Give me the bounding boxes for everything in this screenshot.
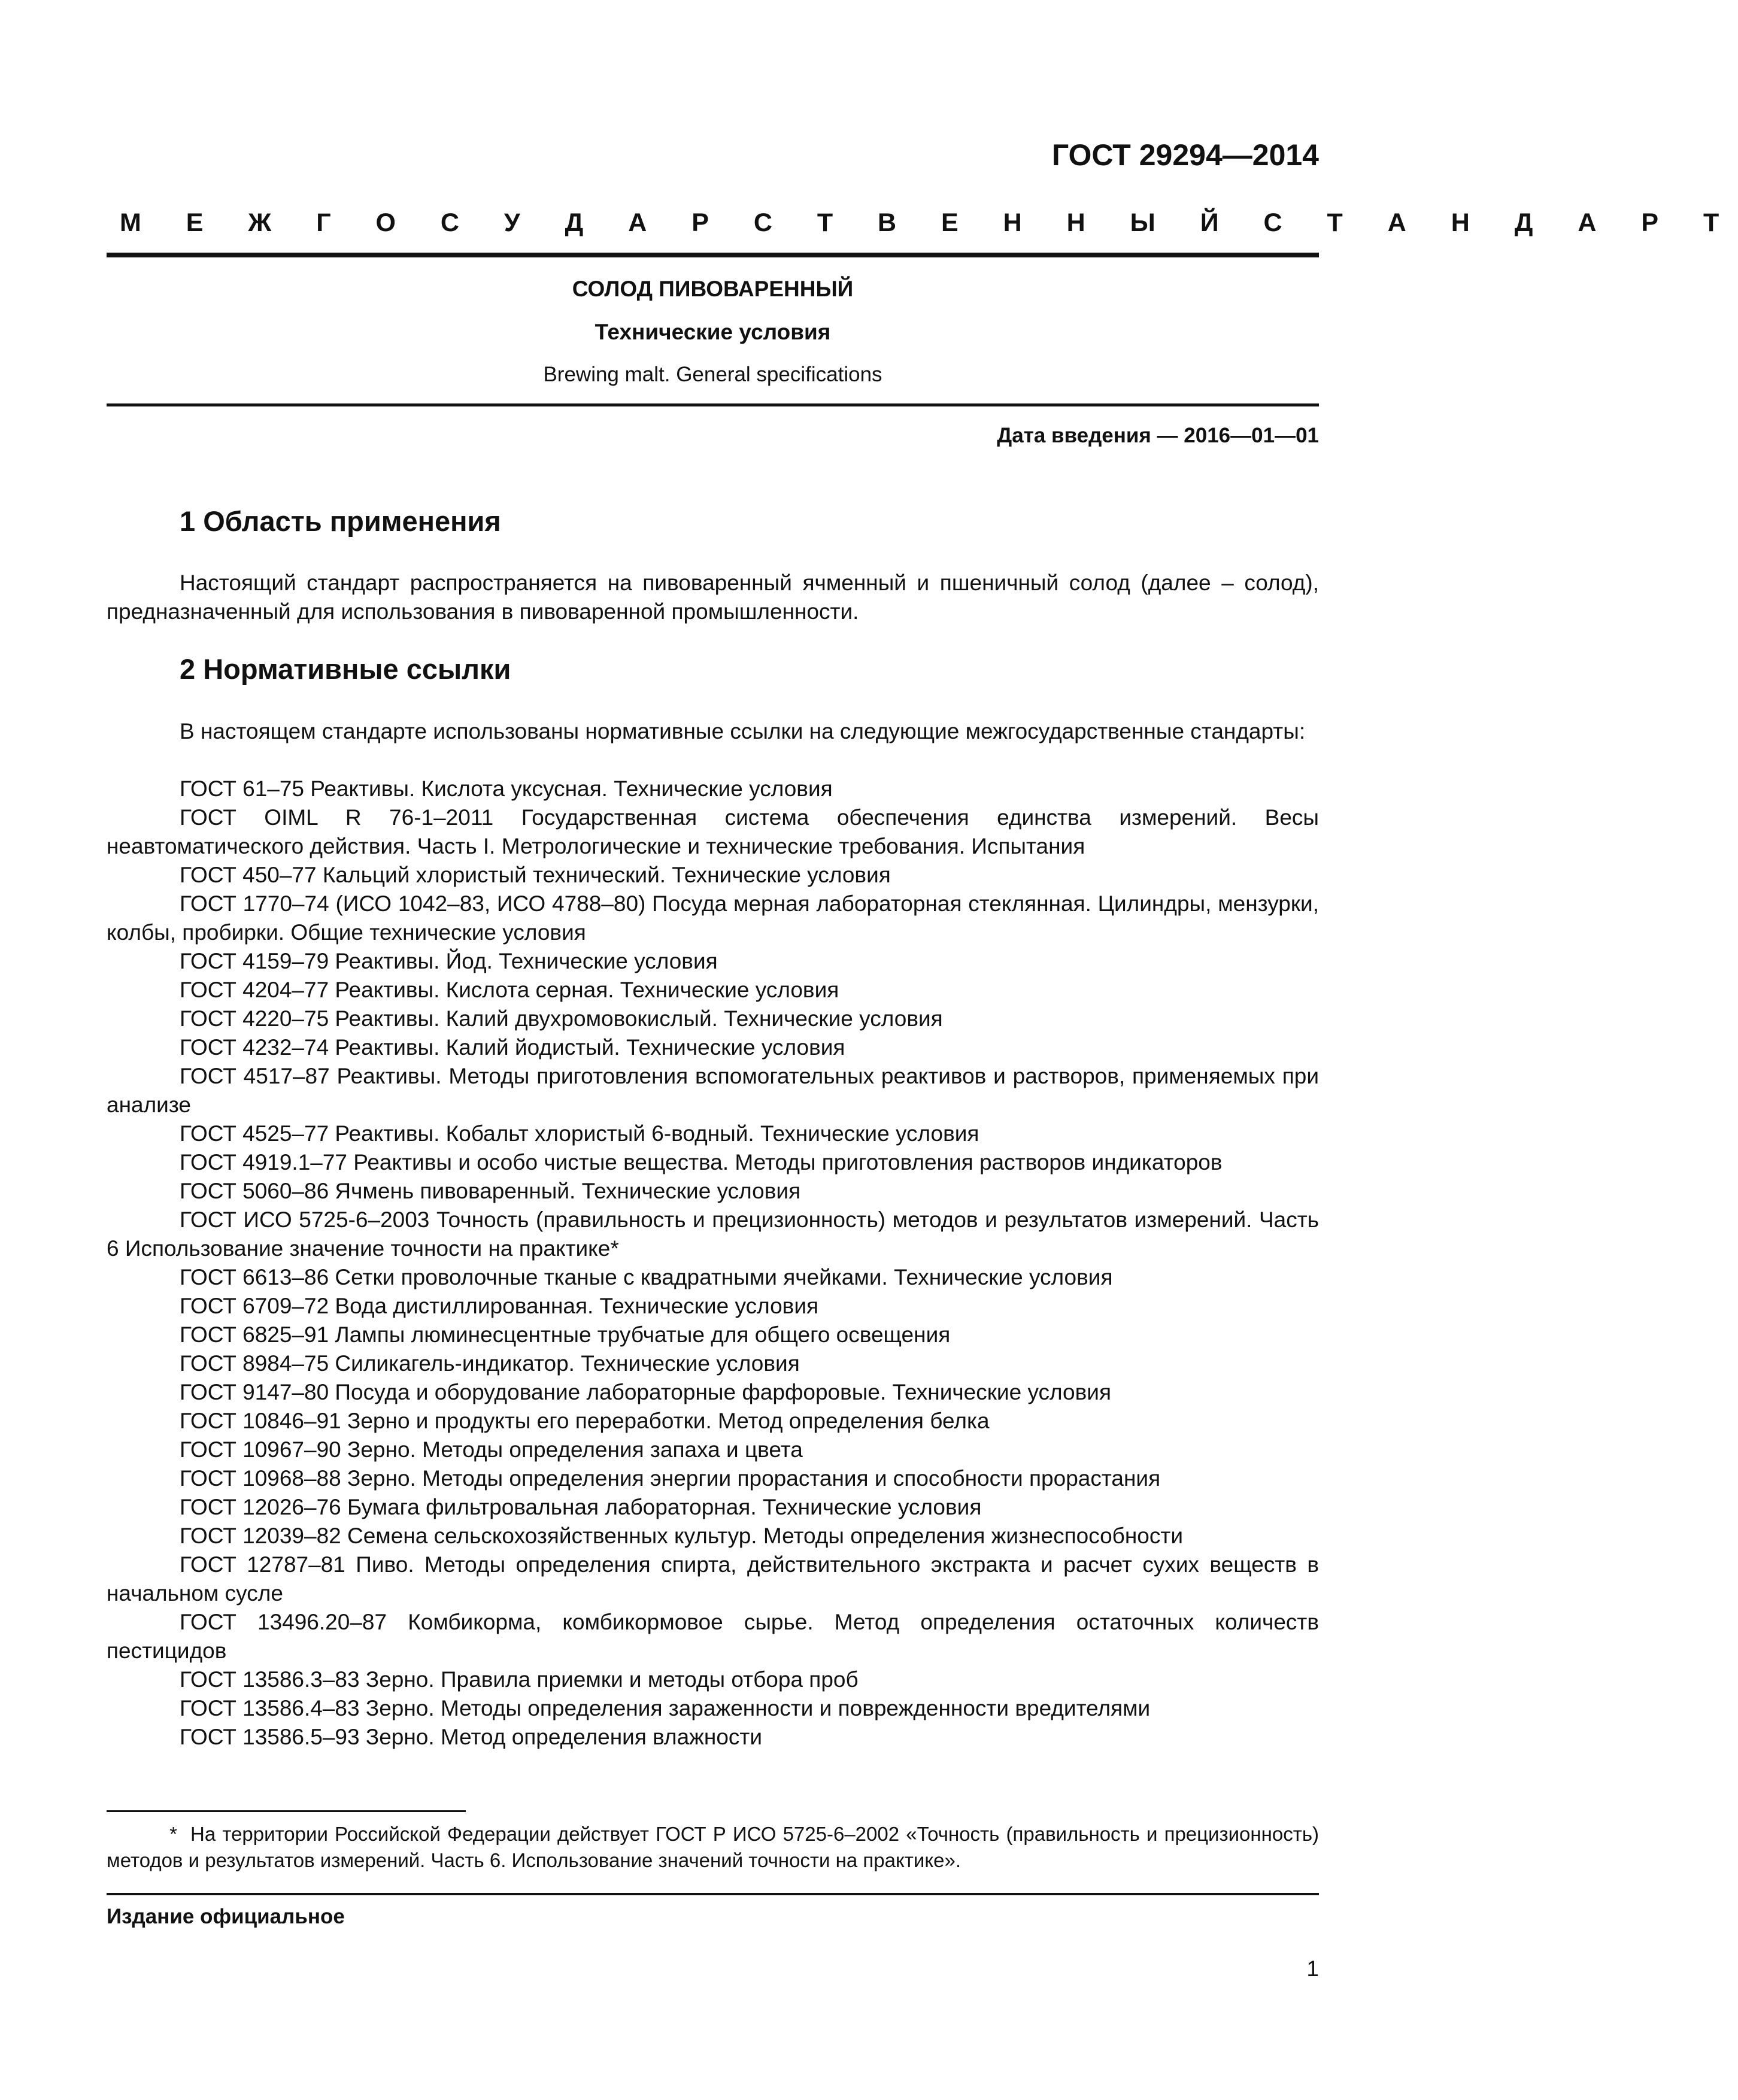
reference-item: ГОСТ ИСО 5725-6–2003 Точность (правильность и прецизионность) методов и результатов измерений. Часть 6 Использование значение точности на практике* [107,1207,1319,1261]
reference-item: ГОСТ 13496.20–87 Комбикорма, комбикормовое сырье. Метод определения остаточных количеств пестицидов [107,1610,1319,1663]
reference-item: ГОСТ 4919.1–77 Реактивы и особо чистые вещества. Методы приготовления растворов индикаторов [180,1150,1223,1175]
reference-item: ГОСТ 13586.3–83 Зерно. Правила приемки и методы отбора проб [180,1667,859,1692]
header-rule [107,253,1319,257]
reference-item: ГОСТ 5060–86 Ячмень пивоваренный. Технические условия [180,1179,801,1203]
reference-item: ГОСТ 4204–77 Реактивы. Кислота серная. Технические условия [180,978,839,1002]
reference-item: ГОСТ 13586.5–93 Зерно. Метод определения влажности [180,1725,763,1749]
reference-item: ГОСТ 12787–81 Пиво. Методы определения спирта, действительного экстракта и расчет сухих веществ в начальном сусле [107,1552,1319,1606]
footnote-separator [107,1810,466,1812]
reference-item: ГОСТ 9147–80 Посуда и оборудование лабораторные фарфоровые. Технические условия [180,1380,1111,1404]
reference-item: ГОСТ 61–75 Реактивы. Кислота уксусная. Технические условия [180,776,833,801]
reference-item: ГОСТ 8984–75 Силикагель-индикатор. Технические условия [180,1351,800,1376]
edition-label: Издание официальное [107,1905,345,1928]
reference-item: ГОСТ 12039–82 Семена сельскохозяйственных культур. Методы определения жизнеспособности [180,1524,1184,1548]
references-intro: В настоящем стандарте использованы нормативные ссылки на следующие межгосударственные стандарты: [180,719,1306,744]
footnote [107,1821,1319,1874]
document-title: СОЛОД ПИВОВАРЕННЫЙ [572,277,854,301]
reference-item: ГОСТ 4220–75 Реактивы. Калий двухромовокислый. Технические условия [180,1006,943,1031]
references-list [107,775,1319,1752]
reference-item: ГОСТ 10967–90 Зерно. Методы определения запаха и цвета [180,1437,803,1462]
reference-item: ГОСТ 450–77 Кальций хлористый технический. Технические условия [180,863,891,887]
reference-item: ГОСТ 4525–77 Реактивы. Кобальт хлористый 6-водный. Технические условия [180,1121,979,1146]
footnote-marker: * [169,1823,177,1845]
reference-item: ГОСТ 6825–91 Лампы люминесцентные трубчатые для общего освещения [180,1322,951,1347]
footer-rule [107,1893,1319,1895]
reference-item: ГОСТ 4517–87 Реактивы. Методы приготовления вспомогательных реактивов и растворов, применяемых при анализе [107,1064,1319,1117]
reference-item: ГОСТ OIML R 76-1–2011 Государственная система обеспечения единства измерений. Весы неавтоматического действия. Часть I. Метрологические и технические требования. Испытания [107,805,1319,858]
introduction-date: Дата введения — 2016—01—01 [997,424,1319,447]
reference-item: ГОСТ 13586.4–83 Зерно. Методы определения зараженности и поврежденности вредителями [180,1696,1151,1720]
english-title: Brewing malt. General specifications [543,363,882,386]
section-heading-references: 2 Нормативные ссылки [180,653,511,685]
reference-item: ГОСТ 4159–79 Реактивы. Йод. Технические условия [180,949,718,973]
reference-item: ГОСТ 6709–72 Вода дистиллированная. Технические условия [180,1294,819,1318]
standard-type-banner: М Е Ж Г О С У Д А Р С Т В Е Н Н Ы Й С Т А Н Д А Р Т [120,208,1738,237]
footnote-text: На территории Российской Федерации действует ГОСТ Р ИСО 5725-6–2002 «Точность (правильность и прецизионность) методов и результатов измерений. Часть 6. Использование значений точности на практике». [107,1823,1319,1871]
scope-paragraph: Настоящий стандарт распространяется на пивоваренный ячменный и пшеничный солод (далее – солод), предназначенный для использования в пивоваренной промышленности. [107,570,1319,624]
section-heading-scope: 1 Область применения [180,505,501,537]
title-rule [107,403,1319,406]
reference-item: ГОСТ 6613–86 Сетки проволочные тканые с квадратными ячейками. Технические условия [180,1265,1113,1289]
page-number: 1 [1306,1956,1319,1981]
reference-item: ГОСТ 1770–74 (ИСО 1042–83, ИСО 4788–80) Посуда мерная лабораторная стеклянная. Цилиндры, мензурки, колбы, пробирки. Общие технические условия [107,891,1319,945]
reference-item: ГОСТ 10846–91 Зерно и продукты его переработки. Метод определения белка [180,1409,990,1433]
reference-item: ГОСТ 12026–76 Бумага фильтровальная лабораторная. Технические условия [180,1495,982,1519]
document-subtitle: Технические условия [595,320,831,344]
reference-item: ГОСТ 10968–88 Зерно. Методы определения энергии прорастания и способности прорастания [180,1466,1161,1491]
document-number: ГОСТ 29294—2014 [1051,138,1319,172]
reference-item: ГОСТ 4232–74 Реактивы. Калий йодистый. Технические условия [180,1035,845,1060]
